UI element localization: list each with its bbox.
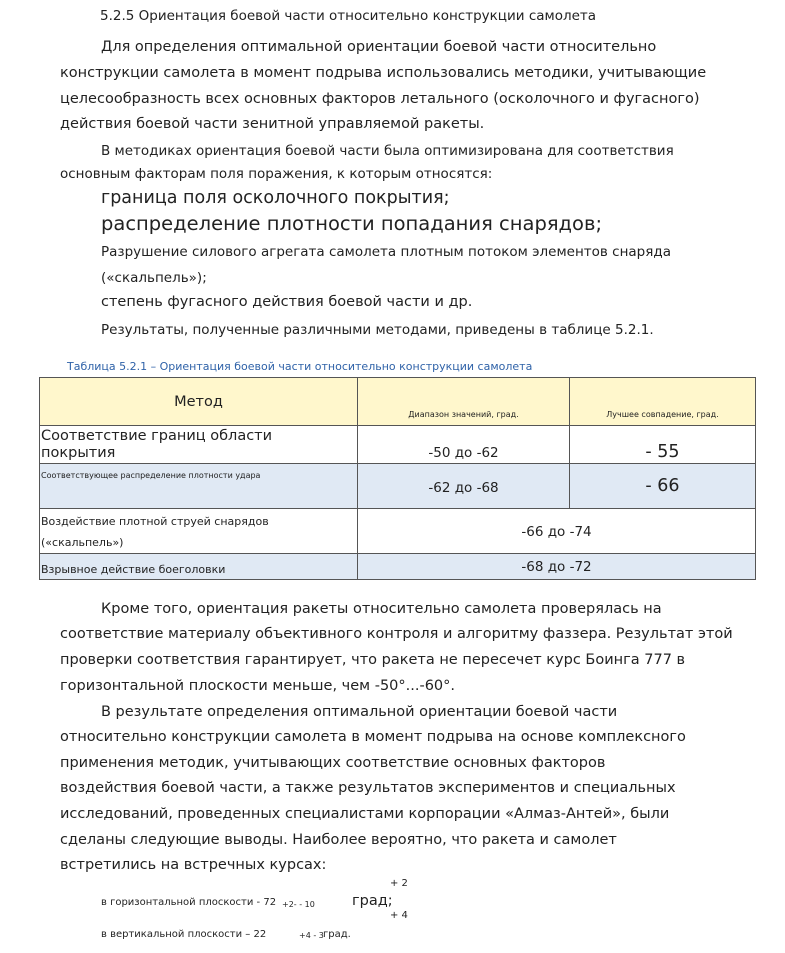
vert-formula-text: в вертикальной плоскости – 22: [101, 929, 267, 940]
conclusion-line-5: исследований, проведенных специалистами корпорации «Алмаз-Антей», были: [60, 806, 670, 822]
row2-method: Соответствующее распределение плотности удара: [41, 471, 261, 480]
after-line-3: проверки соответствия гарантирует, что ракета не пересечет курс Боинга 777 в: [60, 652, 686, 668]
table-row: [40, 509, 756, 554]
table-row: [40, 426, 756, 464]
row3-merged: -66 до -74: [521, 524, 592, 540]
row4-method: Взрывное действие боеголовки: [41, 563, 226, 576]
table-row: [40, 554, 756, 580]
horiz-formula-text: в горизонтальной плоскости - 72: [101, 897, 277, 908]
row2-method-cell: [40, 464, 358, 509]
factor-3-cont: («скальпель»);: [101, 270, 207, 286]
header-method: Метод: [174, 394, 223, 410]
factor-1: граница поля осколочного покрытия;: [101, 188, 450, 208]
row3-method-line-1: Воздействие плотной струей снарядов: [41, 515, 269, 528]
intro-line-2: конструкции самолета в момент подрыва использовались методики, учитывающие: [60, 65, 707, 81]
row1-method-line-2: покрытия: [41, 445, 116, 461]
orientation-table: [39, 377, 756, 580]
row1-best-cell: [570, 426, 756, 464]
conclusion-line-6: сделаны следующие выводы. Наиболее вероятно, что ракета и самолет: [60, 832, 617, 848]
after-line-2: соответствие материалу объективного контроля и алгоритму фаззера. Результат этой: [60, 626, 733, 642]
intro-line-3: целесообразность всех основных факторов летального (осколочного и фугасного): [60, 91, 700, 107]
row3-method-cell: [40, 509, 358, 554]
after-line-1: Кроме того, ориентация ракеты относительно самолета проверялась на: [101, 601, 662, 617]
row1-best: - 55: [645, 442, 680, 462]
row1-method-line-1: Соответствие границ области: [41, 428, 273, 444]
vert-formula-sub: +4 - 3: [299, 931, 324, 940]
header-range: Диапазон значений, град.: [408, 410, 519, 419]
section-heading: 5.2.5 Ориентация боевой части относительно конструкции самолета: [100, 8, 597, 24]
conclusion-line-7: встретились на встречных курсах:: [60, 857, 327, 873]
factor-3: Разрушение силового агрегата самолета плотным потоком элементов снаряда: [101, 244, 671, 260]
row2-range-cell: [358, 464, 570, 509]
vert-sup: + 4: [390, 910, 408, 921]
horiz-formula-unit: град;: [352, 893, 393, 909]
row2-best-cell: [570, 464, 756, 509]
row3-merged-cell: [358, 509, 756, 554]
header-best: Лучшее совпадение, град.: [606, 410, 719, 419]
horiz-sup: + 2: [390, 878, 408, 889]
row2-range: -62 до -68: [428, 480, 499, 496]
row4-method-cell: [40, 554, 358, 580]
intro-line-4: действия боевой части зенитной управляемой ракеты.: [60, 116, 485, 132]
factor-2: распределение плотности попадания снарядов;: [101, 212, 603, 235]
intro-line-1: Для определения оптимальной ориентации боевой части относительно: [101, 39, 657, 55]
row1-range: -50 до -62: [428, 445, 499, 461]
conclusion-line-4: воздействия боевой части, а также результатов экспериментов и специальных: [60, 780, 676, 796]
conclusion-line-2: относительно конструкции самолета в момент подрыва на основе комплексного: [60, 729, 686, 745]
header-method-cell: [40, 378, 358, 426]
row2-best: - 66: [645, 476, 680, 496]
row3-method-line-2: («скальпель»): [41, 536, 124, 549]
table-row: [40, 464, 756, 509]
results-line: Результаты, полученные различными методами, приведены в таблице 5.2.1.: [101, 322, 654, 338]
after-line-4: горизонтальной плоскости меньше, чем -50°...-60°.: [60, 678, 456, 694]
horiz-formula-sub: +2- - 10: [282, 900, 315, 909]
vert-formula-unit: град.: [323, 929, 351, 940]
methods-line-1: В методиках ориентация боевой части была оптимизирована для соответствия: [101, 143, 674, 159]
row4-merged: -68 до -72: [521, 559, 592, 575]
table-caption: Таблица 5.2.1 – Ориентация боевой части относительно конструкции самолета: [67, 360, 533, 373]
table-header-row: [40, 378, 756, 426]
conclusion-line-1: В результате определения оптимальной ориентации боевой части: [101, 704, 618, 720]
row1-method-cell: [40, 426, 358, 464]
factor-4: степень фугасного действия боевой части и др.: [101, 294, 473, 310]
header-range-cell: [358, 378, 570, 426]
row1-range-cell: [358, 426, 570, 464]
header-best-cell: [570, 378, 756, 426]
conclusion-line-3: применения методик, учитывающих соответствие основных факторов: [60, 755, 606, 771]
methods-line-2: основным факторам поля поражения, к которым относятся:: [60, 166, 493, 182]
row4-merged-cell: [358, 554, 756, 580]
